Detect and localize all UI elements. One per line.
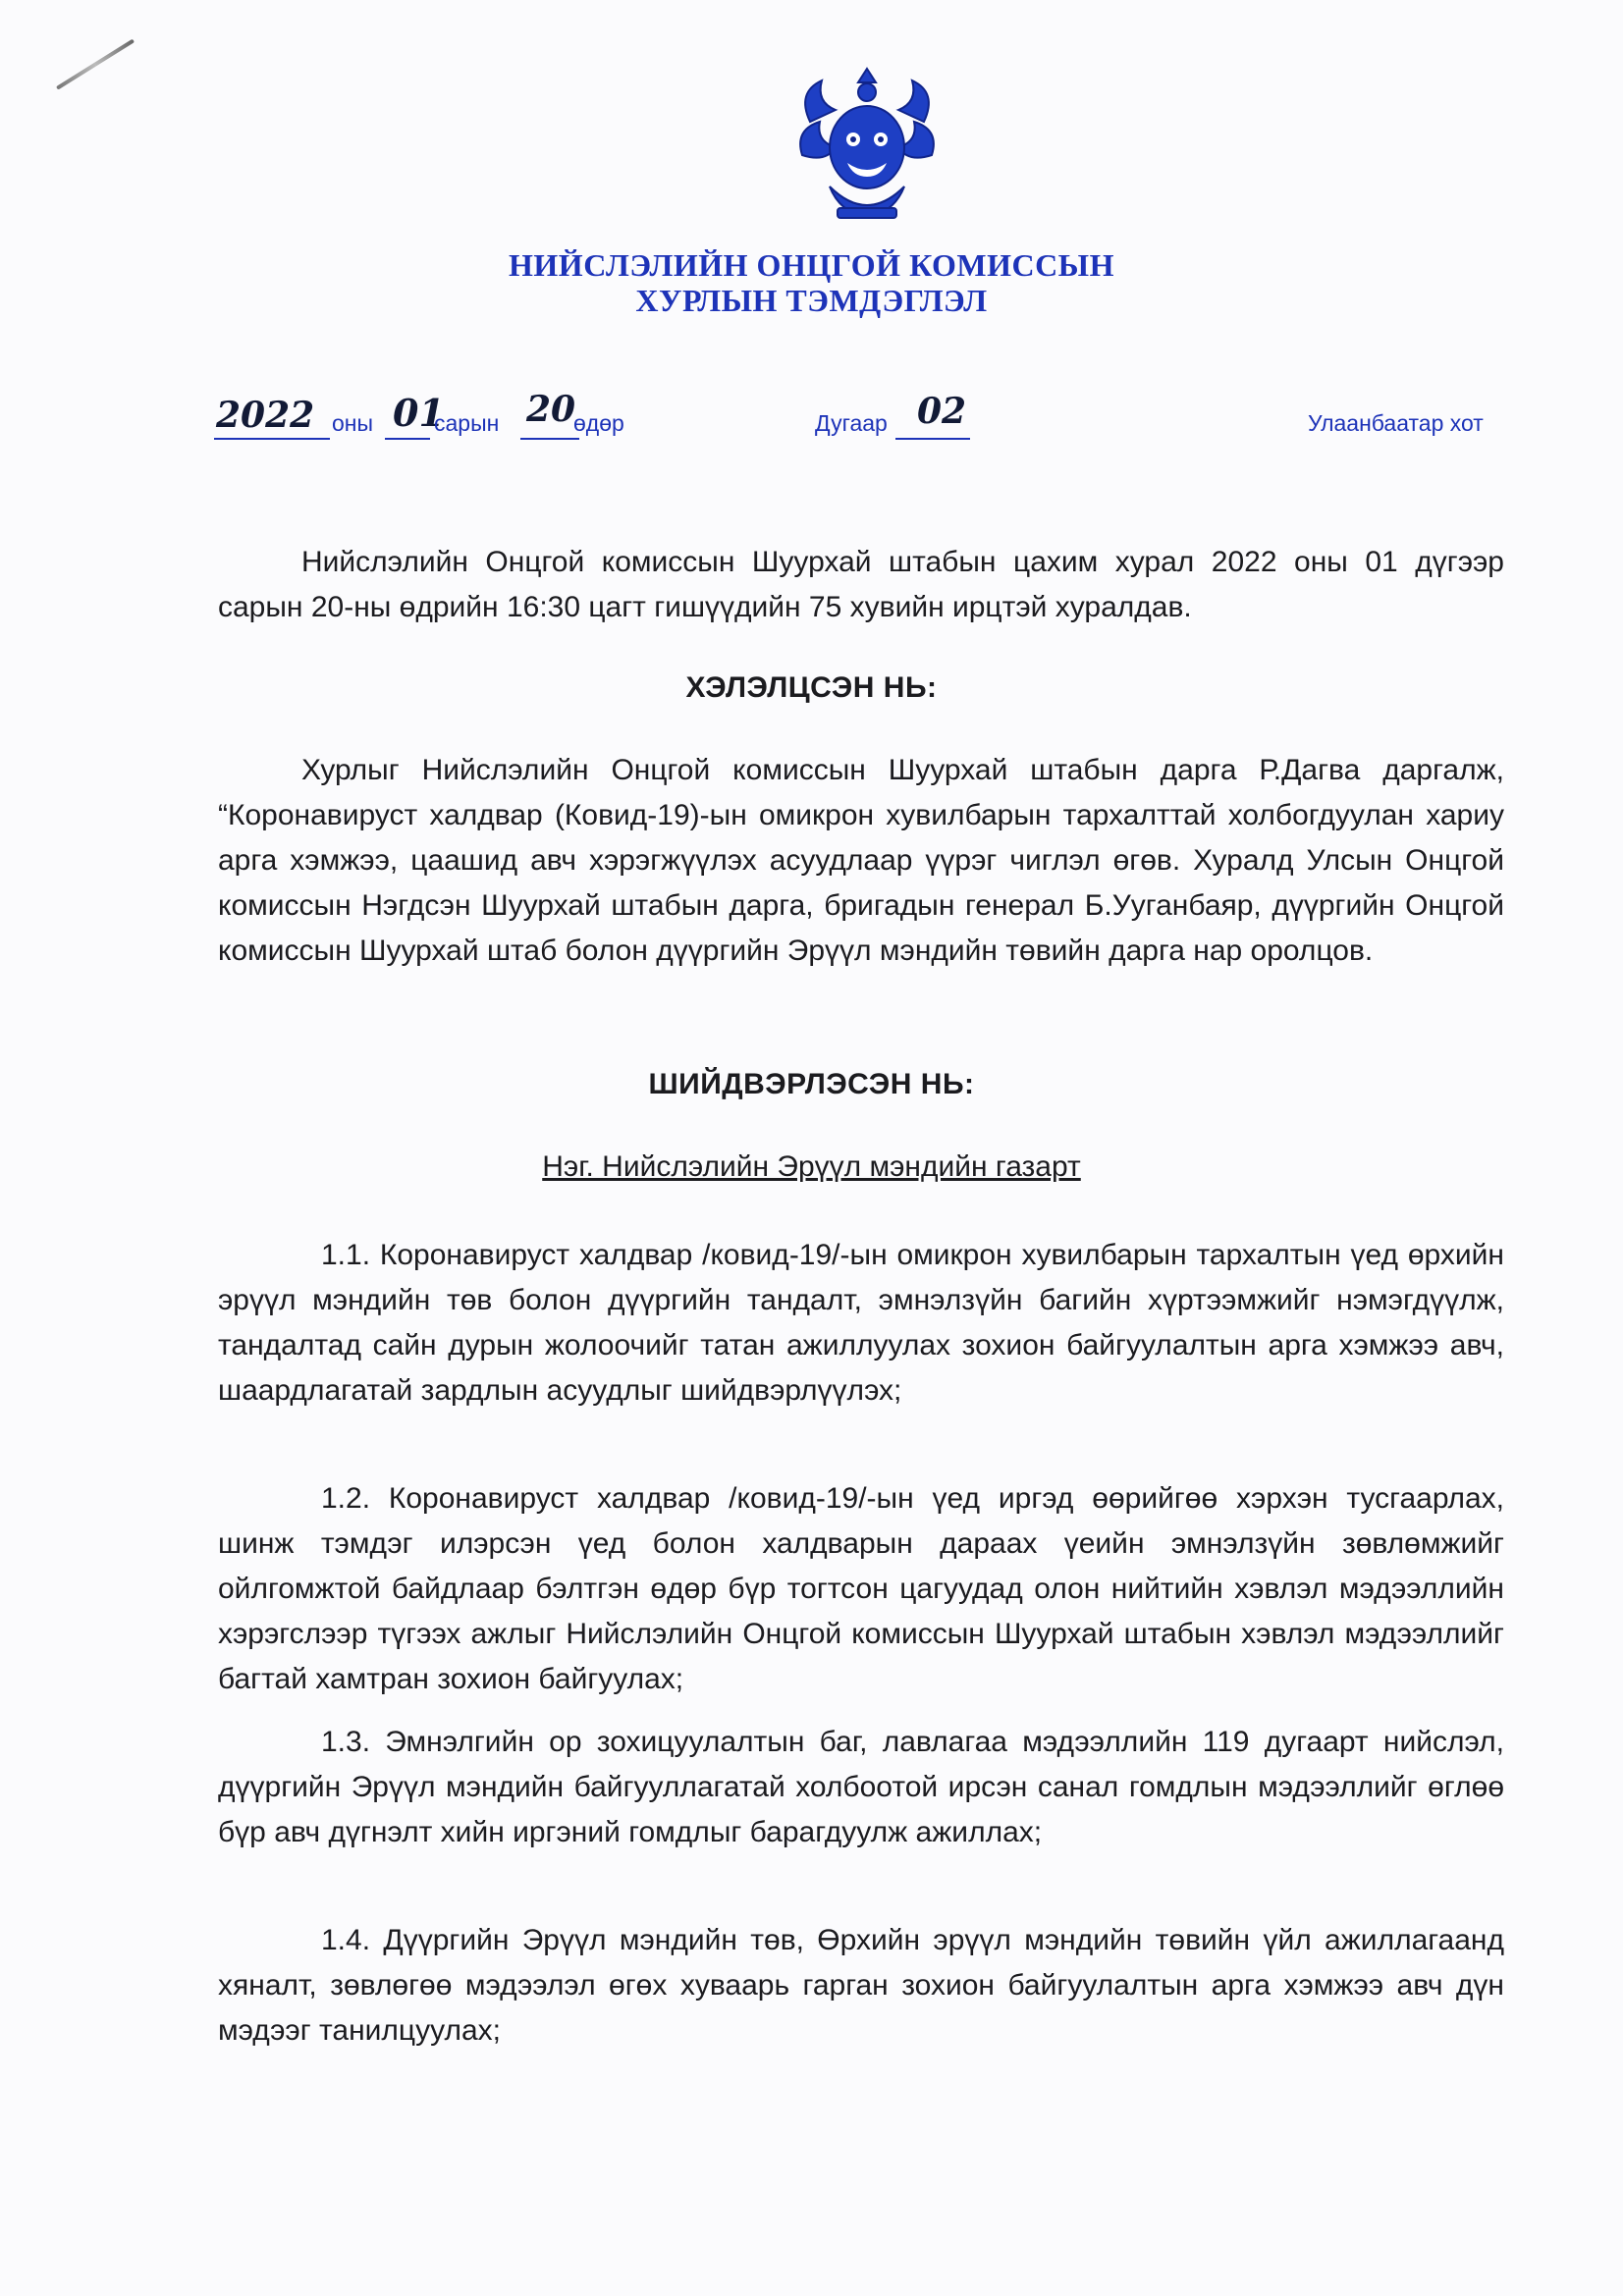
day-underline xyxy=(520,438,579,440)
handwritten-year: 2022 xyxy=(216,395,315,436)
organization-title: НИЙСЛЭЛИЙН ОНЦГОЙ КОМИССЫН xyxy=(509,247,1114,283)
decided-heading: ШИЙДВЭРЛЭСЭН НЬ: xyxy=(648,1068,975,1100)
soyombo-emblem-icon xyxy=(790,61,943,228)
discussed-heading: ХЭЛЭЛЦСЭН НЬ: xyxy=(685,671,938,704)
year-underline xyxy=(214,438,330,440)
number-label: Дугаар xyxy=(815,410,888,436)
decision-item: 1.3. Эмнэлгийн ор зохицуулалтын баг, лавлагаа мэдээллийн 119 дугаарт нийслэл, дүүргийн Эрүүл мэндийн байгууллагатай холбоотой ирсэн санал гомдлын мэдээллийг өглөө бүр авч дүгнэлт хийн иргэний гомдлыг барагдуулж ажиллах; xyxy=(218,1726,1504,1848)
day-suffix: өдөр xyxy=(573,410,624,436)
handwritten-month: 01 xyxy=(393,391,445,435)
month-suffix: сарын xyxy=(434,410,500,436)
intro-paragraph: Нийслэлийн Онцгой комиссын Шуурхай штабын цахим хурал 2022 оны 01 дүгээр сарын 20-ны өдрийн 16:30 цагт гишүүдийн 75 хувийн ирцтэй хуралдав. xyxy=(218,546,1504,623)
decision-item: 1.1. Коронавируст халдвар /ковид-19/-ын омикрон хувилбарын тархалтын үед өрхийн эрүүл мэндийн төв болон дүүргийн тандалт, эмнэлзүйн багийн хүртээмжийг нэмэгдүүлж, тандалтад сайн дурын жолоочийг татан ажиллуулах зохион байгуулалтын арга хэмжээ авч, шаардлагатай зардлын асуудлыг шийдвэрлүүлэх; xyxy=(218,1239,1504,1407)
number-underline xyxy=(895,438,970,440)
discussed-paragraph: Хурлыг Нийслэлийн Онцгой комиссын Шуурхай штабын дарга Р.Дагва даргалж, “Коронавируст халдвар (Ковид-19)-ын омикрон хувилбарын тархалттай холбогдуулан хариу арга хэмжээ, цаашид авч хэрэгжүүлэх асуудлаар үүрэг чиглэл өгөв. Хуралд Улсын Онцгой комиссын Нэгдсэн Шуурхай штабын дарга, бригадын генерал Б.Ууганбаяр, дүүргийн Онцгой комиссын Шуурхай штаб болон дүүргийн Эрүүл мэндийн төвийн дарга нар оролцов. xyxy=(218,754,1504,967)
staple-mark xyxy=(56,39,135,90)
decision-item: 1.2. Коронавируст халдвар /ковид-19/-ын үед иргэд өөрийгөө хэрхэн тусгаарлах, шинж тэмдэг илэрсэн үед болон халдварын дараах үеийн эмнэлзүйн зөвлөмжийг ойлгомжтой байдлаар бэлтгэн өдөр бүр тогтсон цагуудад олон нийтийн хэвлэл мэдээллийн хэрэгслээр түгээх ажлыг Нийслэлийн Онцгой комиссын Шуурхай штабын хэвлэл мэдээллийг багтай хамтран зохион байгуулах; xyxy=(218,1482,1504,1695)
handwritten-day: 20 xyxy=(526,389,576,430)
document-type-title: ХУРЛЫН ТЭМДЭГЛЭЛ xyxy=(635,283,988,318)
year-suffix: оны xyxy=(332,410,374,436)
city-label: Улаанбаатар хот xyxy=(1308,410,1484,436)
section-title: Нэг. Нийслэлийн Эрүүл мэндийн газарт xyxy=(542,1150,1081,1183)
month-underline xyxy=(385,438,430,440)
decision-item: 1.4. Дүүргийн Эрүүл мэндийн төв, Өрхийн эрүүл мэндийн төвийн үйл ажиллагаанд хяналт, зөвлөгөө мэдээлэл өгөх хуваарь гарган зохион байгуулалтын арга хэмжээ авч дүн мэдээг танилцуулах; xyxy=(218,1924,1504,2047)
handwritten-number: 02 xyxy=(917,391,967,432)
